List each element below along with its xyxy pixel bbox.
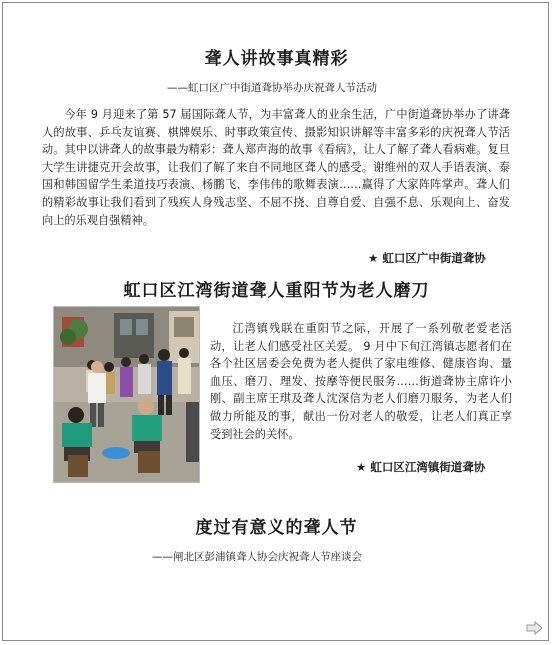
article1-subtitle: ——虹口区广中街道聋协举办庆祝聋人节活动 <box>167 82 377 94</box>
article3-title: 度过有意义的聋人节 <box>195 518 358 538</box>
article3-subtitle: ——闸北区彭浦镇聋人协会庆祝聋人节座谈会 <box>152 551 362 563</box>
next-page-arrow-icon[interactable] <box>526 620 543 634</box>
article1-title: 聋人讲故事真精彩 <box>204 49 349 69</box>
article1-signature: ★ 虹口区广中街道聋协 <box>368 251 486 265</box>
article2-signature: ★ 虹口区江湾镇街道聋协 <box>356 460 486 474</box>
article1-body: 今年 9 月迎来了第 57 届国际聋人节，为丰富聋人的业余生活，广中街道聋协举办了讲聋人的故事、乒乓友谊赛、棋牌娱乐、时事政策宣传、摄影知识讲解等丰富多彩的庆祝聋人节活动。其中以讲聋人的故事最为精彩：聋人郑声海的故事《看病》，让人了解了聋人看病难。复旦大学生讲捷克开会故事，让我们了解了来自不同地区聋人的感受。谢维州的双人手语表演、泰国和韩国留学生柔道技巧表演、杨鹏飞、李伟伟的歌舞表演……赢得了大家阵阵掌声。聋人们的精彩故事让我们看到了残疾人身残志坚、不屈不挠、自尊自爱、自强不息、乐观向上、奋发向上的乐观自强精神。 <box>42 108 510 227</box>
article2-title: 虹口区江湾街道聋人重阳节为老人磨刀 <box>123 281 430 301</box>
community-knife-sharpening-photo <box>53 306 200 483</box>
article2-body: 江湾镇残联在重阳节之际，开展了一系列敬老爱老活动，让老人们感受社区关爱。 9 月中下旬江湾镇志愿者们在各个社区居委会免费为老人提供了家电维修、健康咨询、量血压、磨刀、理发、按摩等便民服务……街道聋协主席许小刚、副主席王琪及聋人沈深信为老人们磨刀服务，为老人们做力所能及的事，献出一份对老人的敬爱，让老人们真正享受到社会的关怀。 <box>210 322 512 441</box>
